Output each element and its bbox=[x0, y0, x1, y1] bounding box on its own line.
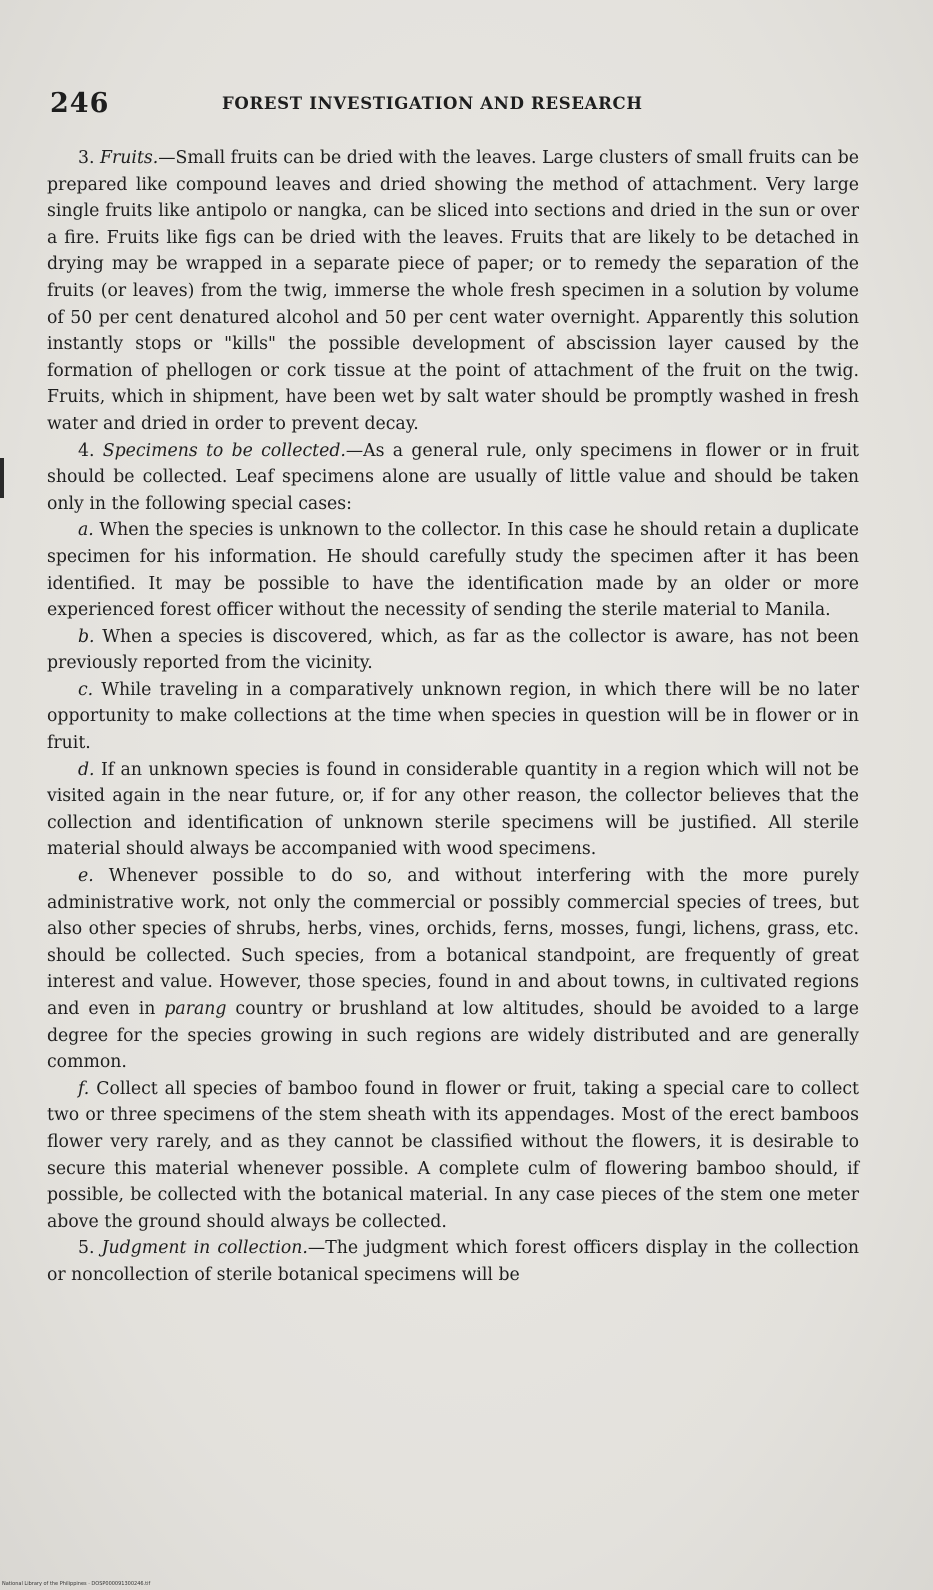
paragraph-label: a. bbox=[78, 520, 94, 541]
paragraph-text: —As a general rule, only specimens in flower or in fruit should be collected. Leaf specimens alone are usually of little value and should be taken only in the following special cases: bbox=[47, 440, 859, 514]
paragraph-text: While traveling in a comparatively unknown region, in which there will be no later opportunity to make collections at the time when species in question will be in flower or in fruit. bbox=[47, 679, 859, 754]
paragraph-case-c bbox=[47, 677, 859, 757]
paragraph-case-a bbox=[47, 517, 859, 623]
paragraph-case-f bbox=[47, 1076, 859, 1236]
paragraph-label: 5. bbox=[78, 1238, 95, 1259]
page-header bbox=[50, 88, 870, 128]
paragraph-title: Judgment in collection. bbox=[101, 1238, 308, 1259]
paragraph-text: Collect all species of bamboo found in flower or fruit, taking a special care to collect two or three specimens of the stem sheath with its appendages. Most of the erect bamboos flower very rarely, and as they cannot be classified without the flowers, it is desirable to secure this material whenever possible. A complete culm of flowering bamboo should, if possible, be collected with the botanical material. In any case pieces of the stem one meter above the ground should always be collected. bbox=[47, 1078, 859, 1232]
paragraph-case-d bbox=[47, 757, 859, 863]
paragraph-title: Fruits. bbox=[100, 148, 159, 168]
paragraph-text: If an unknown species is found in considerable quantity in a region which will not be visited again in the near future, or, if for any other reason, the collector believes that the collection and identification of unknown sterile specimens will be justified. All sterile material should always be accompanied with wood specimens. bbox=[47, 759, 859, 860]
paragraph-label: d. bbox=[78, 759, 95, 780]
paragraph-fruits bbox=[47, 145, 859, 438]
paragraph-case-b bbox=[47, 624, 859, 677]
scan-identifier: National Library of the Philippines · DOSP000091300246.tif bbox=[2, 1581, 151, 1587]
running-head: FOREST INVESTIGATION AND RESEARCH bbox=[222, 94, 643, 113]
scan-margin-mark bbox=[0, 458, 4, 498]
paragraph-text: When a species is discovered, which, as far as the collector is aware, has not been previously reported from the vicinity. bbox=[47, 626, 859, 674]
paragraph-label: 3. bbox=[78, 148, 95, 168]
paragraph-label: e. bbox=[78, 866, 94, 887]
paragraph-text: —Small fruits can be dried with the leaves. Large clusters of small fruits can be prepared like compound leaves and dried showing the method of attachment. Very large single fruits like antipolo or nangka, can be sliced into sections and dried in the sun or over a fire. Fruits like figs can be dried with the leaves. Fruits that are likely to be detached in drying may be wrapped in a separate piece of paper; or to remedy the separation of the fruits (or leaves) from the twig, immerse the whole fresh specimen in a solution by volume of 50 per cent denatured alcohol and 50 per cent water overnight. Apparently this solution instantly stops or "kills" the possible development of abscission layer caused by the formation of phellogen or cork tissue at the point of attachment of the fruit on the twig. Fruits, which in shipment, have been wet by salt water should be promptly washed in fresh water and dried in order to prevent decay. bbox=[47, 148, 859, 434]
paragraph-case-e bbox=[47, 863, 859, 1076]
page-number: 246 bbox=[50, 88, 110, 119]
page-body bbox=[47, 145, 859, 1289]
paragraph-label: f. bbox=[78, 1078, 90, 1099]
paragraph-text-continued: country or brushland at low altitudes, should be avoided to a large degree for the species growing in such regions are widely distributed and are generally common. bbox=[47, 999, 859, 1073]
paragraph-text: Whenever possible to do so, and without interfering with the more purely administrative work, not only the commercial or possibly commercial species of trees, but also other species of shrubs, herbs, vines, orchids, ferns, mosses, fungi, lichens, grass, etc. should be collected. Such species, from a botanical standpoint, are frequently of great interest and value. However, those species, found in and about towns, in cultivated regions and even in bbox=[47, 866, 859, 1019]
paragraph-label: b. bbox=[78, 626, 95, 647]
paragraph-specimens bbox=[47, 438, 859, 518]
paragraph-text: —The judgment which forest officers display in the collection or noncollection of sterile botanical specimens will be bbox=[47, 1238, 859, 1285]
paragraph-title: Specimens to be collected. bbox=[102, 440, 346, 461]
paragraph-label: c. bbox=[78, 679, 94, 700]
paragraph-judgment bbox=[47, 1235, 859, 1288]
paragraph-label: 4. bbox=[78, 440, 95, 461]
paragraph-text: When the species is unknown to the collector. In this case he should retain a duplicate specimen for his information. He should carefully study the specimen after it has been identified. It may be possible to have the identification made by an older or more experienced forest officer without the necessity of sending the sterile material to Manila. bbox=[47, 520, 859, 621]
italic-term: parang bbox=[164, 999, 227, 1019]
